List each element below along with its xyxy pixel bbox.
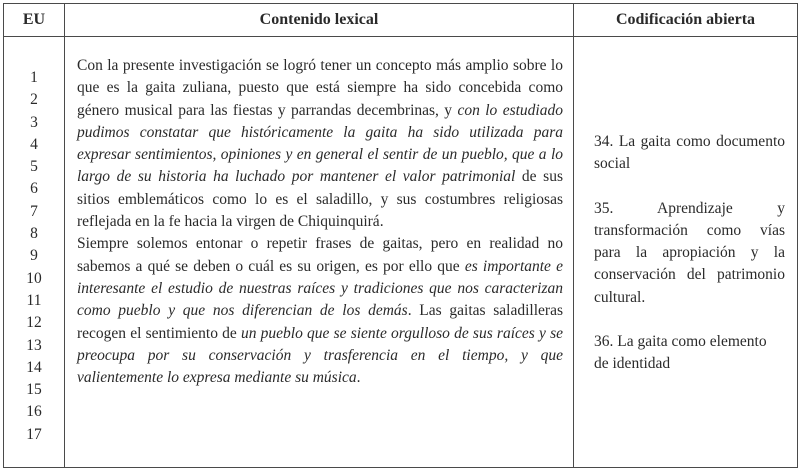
eu-number: 1	[30, 69, 38, 86]
italic-span: es importante e interesante el estudio de nuestras raíces y tradiciones que nos caracterizan como pueblo y que nos diferencian de los demás	[77, 257, 563, 320]
code-item: 35. Aprendizaje y transformación como vías para la apropiación y la conservación del patrimonio cultural.	[594, 199, 785, 306]
header-row	[4, 4, 798, 37]
eu-number: 2	[30, 91, 38, 109]
lexical-paragraph-1	[77, 55, 563, 233]
text-span: Con la presente investigación se logró tener un concepto más amplio sobre lo que es la gaita zuliana, puesto que está siempre ha sido concebida como género musical para las fiestas y parrandas decembrinas, y	[77, 57, 563, 119]
codificacion-abierta-cell	[574, 37, 798, 468]
italic-span: con lo estudiado pudimos constatar que históricamente la gaita ha sido utilizada para expresar sentimientos, opiniones y en general el sentir de un pueblo, que a lo largo de su historia ha luchado por mantener el valor patrimonial	[77, 101, 563, 186]
italic-span: un pueblo que se siente orgulloso de sus raíces y se preocupa por su conservación y trasferencia en el tiempo, y que valientemente lo expresa mediante su música	[77, 324, 563, 387]
eu-number: 8	[30, 225, 38, 243]
eu-number: 16	[26, 403, 42, 421]
eu-number: 7	[30, 202, 38, 220]
text-span: de sus sitios emblemáticos como lo es el saladillo, y sus costumbres religiosas reflejada en la fe hacia la virgen de Chiquinquirá.	[77, 168, 563, 231]
text-span: .	[356, 369, 361, 387]
eu-number: 13	[26, 336, 42, 354]
lexical-content	[65, 37, 573, 389]
eu-number: 3	[30, 113, 38, 131]
text-span: Siempre solemos entonar o repetir frases de gaitas, pero en realidad no sabemos a qué se deben o cuál es su origen, es por ello que	[77, 235, 563, 275]
eu-cell	[4, 37, 65, 468]
code-item: 36. La gaita como elemento de identidad	[594, 333, 767, 373]
open-codes	[574, 37, 797, 376]
lexical-paragraph-2	[77, 233, 563, 389]
eu-number: 11	[26, 291, 42, 309]
eu-number: 5	[30, 158, 38, 176]
text-span: . Las gaitas saladilleras recogen el sentimiento de	[77, 302, 563, 342]
eu-number: 6	[30, 180, 38, 198]
eu-number: 12	[26, 314, 42, 332]
eu-number: 14	[26, 358, 42, 376]
header-codificacion-abierta: Codificación abierta	[574, 4, 798, 37]
code-item: 34. La gaita como documento social	[594, 133, 785, 173]
eu-number: 15	[26, 381, 42, 399]
table-row	[4, 37, 798, 468]
contenido-lexical-cell	[65, 37, 574, 468]
eu-number: 9	[30, 247, 38, 265]
eu-number: 4	[30, 135, 38, 153]
eu-number: 17	[26, 425, 42, 443]
header-contenido-lexical: Contenido lexical	[65, 4, 574, 37]
eu-number-list	[4, 37, 64, 446]
coding-table	[3, 3, 798, 468]
eu-number: 10	[26, 269, 42, 287]
header-eu: EU	[4, 4, 65, 37]
